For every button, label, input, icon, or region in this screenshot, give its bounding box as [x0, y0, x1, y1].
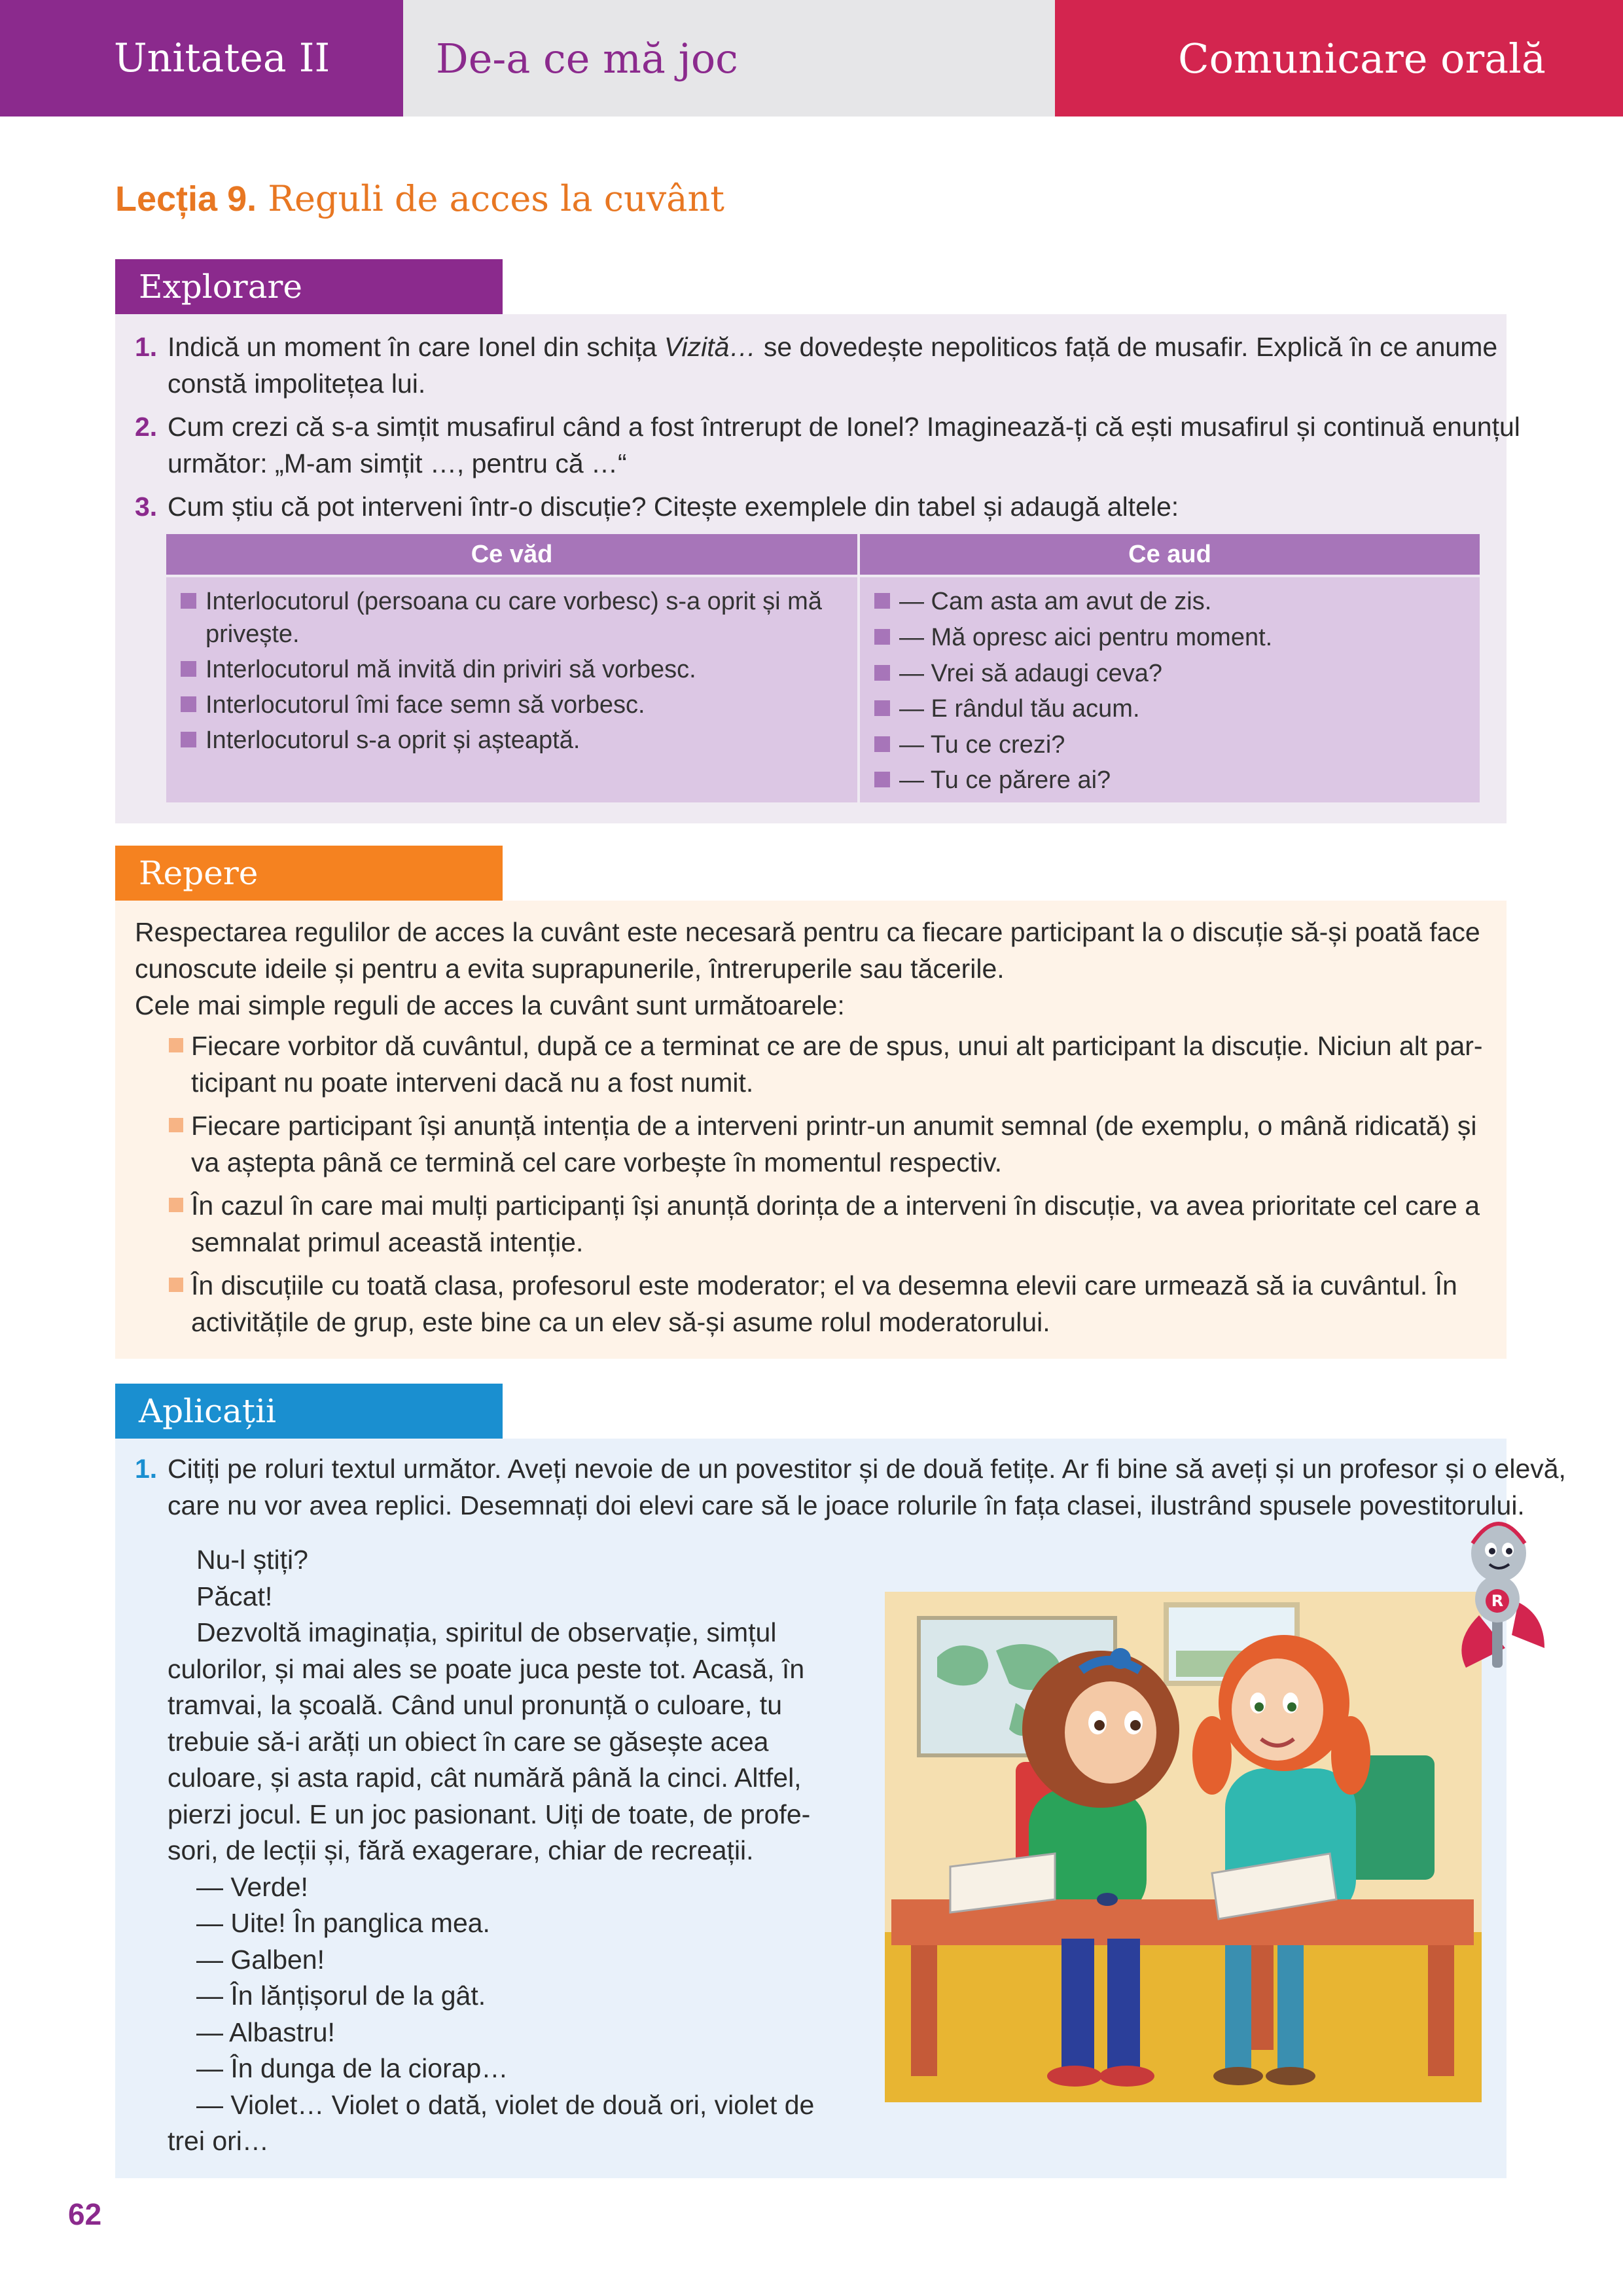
bullet-square-icon — [181, 661, 196, 677]
girls-reading-illustration — [885, 1592, 1482, 2102]
bullet-square-icon — [874, 665, 890, 681]
table-cell-ce-aud — [860, 577, 1480, 802]
list-item: — Vrei să adaugi ceva? — [874, 657, 1162, 690]
repere-tab: Repere — [115, 846, 503, 901]
table-header-ce-vad: Ce văd — [166, 534, 857, 575]
bullet-square-icon — [874, 700, 890, 716]
list-item: — Tu ce părere ai? — [874, 764, 1111, 797]
table-header-ce-aud: Ce aud — [860, 534, 1480, 575]
bullet-square-icon — [169, 1118, 183, 1132]
bullet-square-icon — [874, 629, 890, 645]
lesson-number: Lecția 9. — [115, 179, 257, 219]
repere-intro-line: cunoscute ideile și pentru a evita suprapunerile, întreruperile sau tăcerile. — [135, 954, 1005, 984]
bullet-square-icon — [874, 772, 890, 787]
bullet-square-icon — [181, 593, 196, 609]
explorare-tab: Explorare — [115, 259, 503, 314]
mascot-icon — [1453, 1517, 1551, 1674]
list-item: — Mă opresc aici pentru moment. — [874, 621, 1272, 654]
list-item: Interlocutorul s-a oprit și așteaptă. — [181, 724, 580, 757]
page-number: 62 — [68, 2197, 102, 2231]
table-cell-ce-vad — [166, 577, 857, 802]
bullet-square-icon — [874, 736, 890, 752]
bullet-square-icon — [874, 593, 890, 609]
mascot-letter: R — [1491, 1592, 1504, 1610]
domain-label: Comunicare orală — [1055, 0, 1623, 117]
list-item: — Cam asta am avut de zis. — [874, 585, 1211, 618]
repere-intro-line: Respectarea regulilor de acces la cuvânt este necesară pentru ca fiecare participant la o discuție să-și poată face — [135, 917, 1480, 947]
list-item: — Tu ce crezi? — [874, 728, 1065, 761]
bullet-square-icon — [181, 696, 196, 712]
list-item: — E rândul tău acum. — [874, 692, 1140, 725]
unit-label: Unitatea II — [0, 0, 403, 117]
list-item: privește. — [205, 620, 300, 648]
list-item: Interlocutorul (persoana cu care vorbesc) s-a oprit și mă — [181, 585, 822, 618]
list-item: Interlocutorul îmi face semn să vorbesc. — [181, 689, 645, 721]
unit-theme: De-a ce mă joc — [403, 0, 1055, 117]
aplicatii-tab: Aplicații — [115, 1384, 503, 1439]
lesson-name: Reguli de acces la cuvânt — [268, 178, 724, 219]
repere-intro-line: Cele mai simple reguli de acces la cuvânt sunt următoarele: — [135, 990, 845, 1020]
bullet-square-icon — [169, 1038, 183, 1052]
lesson-title — [115, 178, 724, 219]
examples-table — [166, 534, 1480, 802]
list-item: Interlocutorul mă invită din priviri să vorbesc. — [181, 653, 696, 686]
bullet-square-icon — [181, 732, 196, 747]
bullet-square-icon — [169, 1198, 183, 1212]
bullet-square-icon — [169, 1278, 183, 1292]
